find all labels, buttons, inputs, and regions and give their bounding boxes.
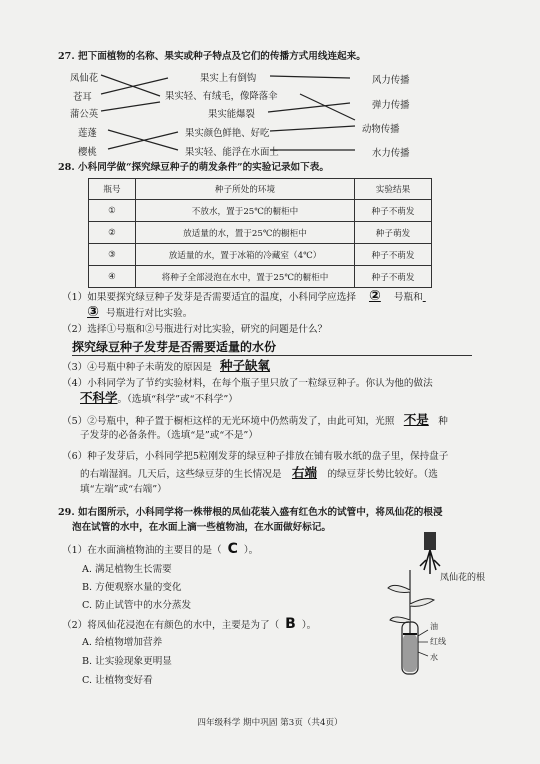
q28-s6-text-b: 的右端湿润。几天后，这些绿豆芽的生长情况是 xyxy=(80,469,282,480)
q29-s1-line xyxy=(62,543,258,557)
table-header: 实验结果 xyxy=(355,179,432,200)
experiment-table xyxy=(88,178,432,288)
q27-matching-lines xyxy=(0,0,540,180)
table-header: 种子所处的环境 xyxy=(136,179,355,200)
figure-root-label: 凤仙花的根 xyxy=(440,573,486,583)
q29-s1-text: （1）在水面滴植物油的主要目的是（ xyxy=(62,545,222,556)
q28-s3-text: （3）④号瓶中种子未萌发的原因是 xyxy=(62,362,213,373)
table-cell: 将种子全部浸泡在水中，置于25℃的橱柜中 xyxy=(136,266,355,288)
feature-4: 果实颜色鲜艳、好吃 xyxy=(185,128,270,139)
plant-5: 樱桃 xyxy=(78,147,97,158)
table-cell: 不放水，置于25℃的橱柜中 xyxy=(136,200,355,222)
plant-4: 莲蓬 xyxy=(78,128,97,139)
q28-s1-answer1: ② xyxy=(368,288,381,304)
feature-2: 果实轻、有绒毛，像降落伞 xyxy=(165,91,278,102)
table-cell: ② xyxy=(89,222,136,244)
q29-title-b: 泡在试管的水中，在水面上滴一些植物油，在水面做好标记。 xyxy=(72,522,332,533)
q28-s2-answer: 探究绿豆种子发芽是否需要适量的水份 xyxy=(72,338,472,356)
feature-3: 果实能爆裂 xyxy=(208,109,255,120)
q28-s6-text-c: 的绿豆芽长势比较好。（选 xyxy=(327,469,438,480)
q28-s1-answer2: ③ xyxy=(87,304,99,320)
method-3: 动物传播 xyxy=(362,124,400,135)
q28-s1-line2 xyxy=(80,306,192,320)
q28-s6-text-d: 填“左端”或“右端”） xyxy=(80,484,167,495)
q28-s1-text-c: 号瓶进行对比实验。 xyxy=(106,308,193,319)
table-cell: 种子萌发 xyxy=(355,222,432,244)
q28-s6-answer: 右端 xyxy=(291,465,317,480)
table-row xyxy=(89,222,432,244)
method-2: 弹力传播 xyxy=(372,100,410,111)
q28-s5-text-c: 子发芽的必备条件。（选填“是”或“不是”） xyxy=(80,430,258,441)
table-cell: 种子不萌发 xyxy=(355,244,432,266)
q29-title-a: 29. 如右图所示，小科同学将一株带根的凤仙花装入盛有红色水的试管中，将凤仙花的根浸 xyxy=(58,507,443,518)
q28-s2-question: （2）选择①号瓶和②号瓶进行对比实验，研究的问题是什么？ xyxy=(62,324,328,335)
table-cell: 放适量的水，置于冰箱的冷藏室（4℃） xyxy=(136,244,355,266)
q29-s1-end: ）。 xyxy=(243,545,259,556)
plant-2: 苍耳 xyxy=(73,92,92,103)
table-row xyxy=(89,266,432,288)
q28-s6-line2 xyxy=(80,467,438,481)
feature-1: 果实上有倒钩 xyxy=(200,73,257,84)
q28-s5-answer: 不是 xyxy=(403,412,429,427)
q28-title: 28. 小科同学做“探究绿豆种子的萌发条件”的实验记录如下表。 xyxy=(58,162,329,173)
q28-s4-answer: 不科学 xyxy=(80,390,118,405)
q29-s2-line xyxy=(62,618,316,632)
table-header-row xyxy=(89,179,432,200)
plant-1: 凤仙花 xyxy=(70,73,99,84)
table-cell: ③ xyxy=(89,244,136,266)
figure-water-label: 水 xyxy=(430,653,438,662)
q29-s1-option-b: B. 方便观察水量的变化 xyxy=(82,582,182,593)
q28-s6-text-a: （6）种子发芽后，小科同学把5粒刚发芽的绿豆种子排放在铺有吸水纸的盘子里，保持盘子 xyxy=(62,451,449,462)
root-close-up-icon xyxy=(420,532,440,574)
table-cell: 种子不萌发 xyxy=(355,200,432,222)
q29-s2-text: （2）将凤仙花浸泡在有颜色的水中，主要是为了（ xyxy=(62,620,280,631)
q28-s5-line xyxy=(62,414,448,428)
feature-5: 果实轻、能浮在水面上 xyxy=(185,147,279,158)
table-cell: ① xyxy=(89,200,136,222)
q29-s2-option-a: A. 给植物增加营养 xyxy=(82,637,163,648)
q29-s2-answer: B xyxy=(285,616,296,632)
q28-s3-line xyxy=(62,360,330,374)
q28-s5-text-b: 种 xyxy=(438,416,448,427)
q29-s1-option-a: A. 满足植物生长需要 xyxy=(82,564,172,575)
table-cell: 放适量的水，置于25℃的橱柜中 xyxy=(136,222,355,244)
table-cell: ④ xyxy=(89,266,136,288)
q29-s2-option-b: B. 让实验现象更明显 xyxy=(82,656,172,667)
figure-oil-label: 油 xyxy=(430,622,438,631)
q29-s1-option-c: C. 防止试管中的水分蒸发 xyxy=(82,600,192,611)
q28-s1-text-b: 号瓶和 xyxy=(393,292,423,303)
table-cell: 种子不萌发 xyxy=(355,266,432,288)
method-4: 水力传播 xyxy=(372,148,410,159)
figure-mark-label: 红线 xyxy=(430,637,446,646)
page-footer: 四年级科学 期中巩固 第3页（共4页） xyxy=(197,718,343,728)
table-header: 瓶号 xyxy=(89,179,136,200)
q28-s4-text-a: （4）小科同学为了节约实验材料，在每个瓶子里只放了一粒绿豆种子。你认为他的做法 xyxy=(62,378,433,389)
q28-s3-answer: 种子缺氧 xyxy=(220,358,271,373)
q28-s1-text-a: （1）如果要探究绿豆种子发芽是否需要适宜的温度，小科同学应选择 xyxy=(62,292,356,303)
q29-s1-answer: C xyxy=(227,541,238,557)
q28-s5-text-a: （5）②号瓶中，种子置于橱柜这样的无光环境中仍然萌发了，由此可知，光照 xyxy=(62,416,395,427)
table-row xyxy=(89,200,432,222)
method-1: 风力传播 xyxy=(372,75,410,86)
q28-s4-text-b: 。（选填“科学”或“不科学”） xyxy=(117,394,238,405)
q29-s2-option-c: C. 让植物变好看 xyxy=(82,675,153,686)
table-row xyxy=(89,244,432,266)
q27-title: 27. 把下面植物的名称、果实或种子特点及它们的传播方式用线连起来。 xyxy=(58,51,366,62)
q29-s2-end: ）。 xyxy=(301,620,317,631)
q28-s4-line2 xyxy=(80,392,238,406)
plant-3: 蒲公英 xyxy=(70,109,99,120)
q28-s1-line xyxy=(62,290,445,304)
